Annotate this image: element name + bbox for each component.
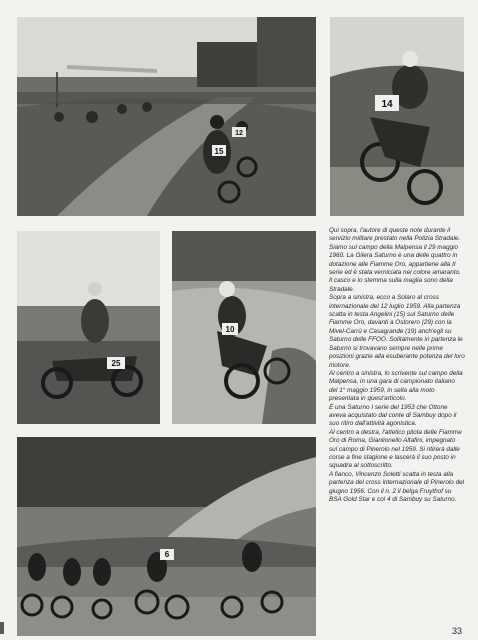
caption-paragraph: A fianco, Vincenzo Soletti scatta in testa alla partenza del cross internazionale di Pinerolo del giugno 1956. Con il n. 2 il belga Fruythof su BSA Gold Star e col 4 di Sambuy su Saturno. xyxy=(329,470,465,503)
plate-14: 14 xyxy=(381,99,393,110)
caption-paragraph: È una Saturno I serie del 1953 che Ottone aveva acquistato dal conte di Sambuy dopo il suo ritiro dall'attività agonistica. xyxy=(329,403,457,428)
caption-text xyxy=(329,227,465,504)
photo-group-riders xyxy=(17,437,316,636)
caption-paragraph: Al centro a destra, l'atletico pilota delle Fiamme Oro di Roma, Gianlionello Altafini, impegnato sul campo di Pinerolo nel 1959. Si ritirerà dalle corse a fine stagione e lascerà il suo posto in squadra al sottoscritto. xyxy=(329,428,462,470)
caption-paragraph: Sopra a sinistra, ecco a Solaro al cross internazionale del 12 luglio 1959. Alla partenza scatta in testa Angelini (15) sul Saturno delle Fiamme Oro, davanti a Ostorero (29) con la Mivel-Carrù e Casagrande (19) anch'egli su Saturno delle FFOO. Solitamente in partenza le Saturno si trovavano sempre nelle prime posizioni grazie alla esuberante potenza del loro motore. xyxy=(329,294,465,369)
photo-rider-cross xyxy=(172,231,316,424)
page-number: 33 xyxy=(452,626,463,636)
caption-paragraph: Qui sopra, l'autore di queste note durante il servizio militare prestato nella Polizia Stradale. Siamo sul campo della Malpensa il 29 maggio 1960. La Gilera Saturno è una delle quattro in dotazione alle Fiamme Oro, appartiene alla II serie ed è stata verniciata nel colore amaranto. Il casco e lo stemma sulla maglia sono della Stradale. xyxy=(329,227,461,293)
caption-paragraph: Al centro a sinistra, lo scrivente sul campo della Malpensa, in una gara di campionato italiano del 1° maggio 1959, in sella alla moto presentata in quest'articolo. xyxy=(329,369,463,403)
plate-25: 25 xyxy=(111,359,121,368)
page-edge-mark xyxy=(0,622,4,634)
photo-racers-start xyxy=(17,17,316,216)
plate-12: 12 xyxy=(235,130,243,137)
photo-rider-standing xyxy=(17,231,160,424)
plate-10: 10 xyxy=(225,325,235,334)
plate-6: 6 xyxy=(164,550,170,559)
photo-rider-jump xyxy=(330,17,464,216)
plate-15: 15 xyxy=(214,147,224,156)
